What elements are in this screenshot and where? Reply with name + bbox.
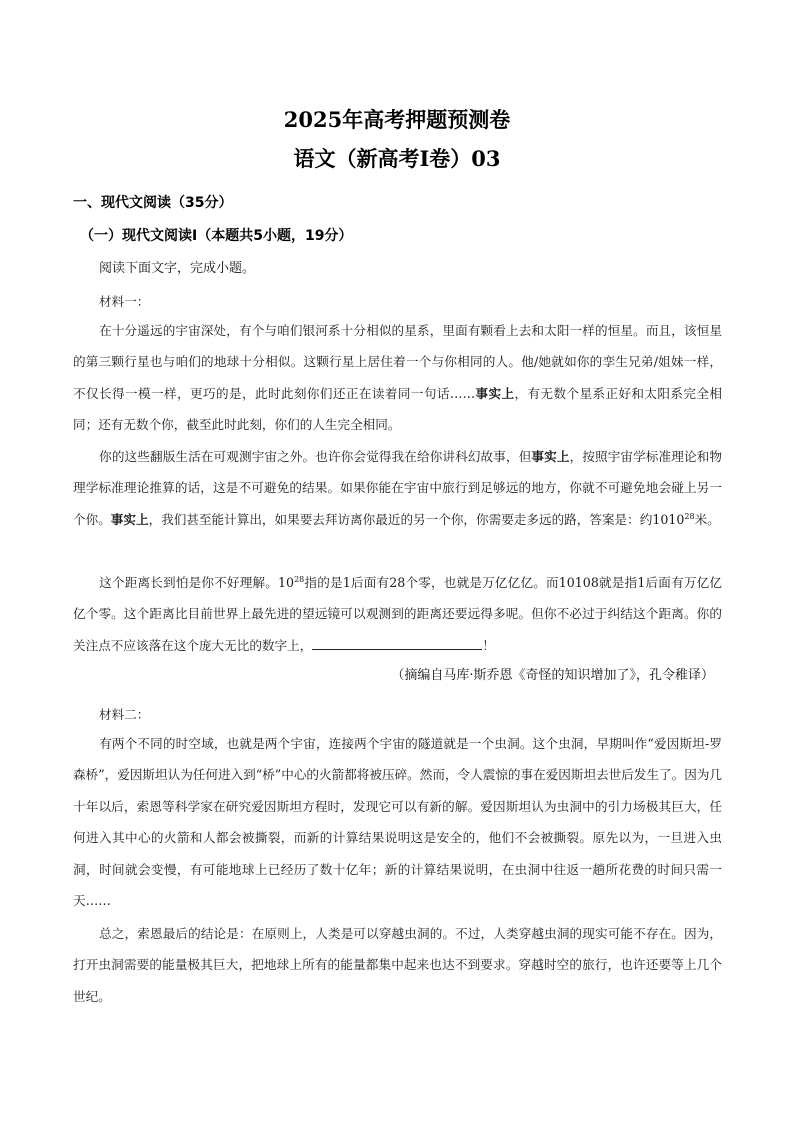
- exam-title: 2025年高考押题预测卷: [283, 107, 511, 132]
- material1-p1-emphasis: 事实上: [475, 385, 515, 401]
- material1-p2-text-c: ，我们甚至能计算出，如果要去拜访离你最近的另一个你，你需要走多远的路，答案是：约1010: [148, 511, 685, 527]
- material1-p3-text-b: 指的是1后面有28个零，也就是万亿亿亿。而10108就是指1后面有万亿亿亿个零。这个距离比目前世界上最先进的望远镜可以观测到的距离还要远得多呢。但你不必过于纠结这个距离。你的关注点不应该落在这个庞大无比的数字上，: [73, 575, 722, 653]
- material1-paragraph-2: [73, 441, 722, 535]
- subsection-heading: （一）现代文阅读Ⅰ（本题共5小题，19分）: [80, 228, 353, 244]
- answer-blank[interactable]: [312, 637, 482, 650]
- material2-p2-text: 总之，索恩最后的结论是：在原则上，人类是可以穿越虫洞的。不过，人类穿越虫洞的现实可能不存在。因为，打开虫洞需要的能量极其巨大，把地球上所有的能量都集中起来也达不到要求。穿越时空的旅行，也许还要等上几个世纪。: [73, 926, 722, 1004]
- material1-p2-text-d: 米。: [694, 511, 720, 527]
- material1-p3-text-c: ！: [482, 637, 495, 653]
- material1-p2-emphasis-1: 事实上: [531, 449, 570, 464]
- material1-p1-text-a: 在十分遥远的宇宙深处，有个与咱们银河系十分相似的星系，里面有颗看上去和太阳一样的恒星。而且，该恒星的第三颗行星也与咱们的地球十分相似。这颗行星上居住着一个与你相同的人。他/她就如你的孪生兄弟/姐妹一样，不仅长得一模一样，更巧的是，此时此刻你们还正在读着同一句话……: [73, 323, 722, 401]
- instruction-text: 阅读下面文字，完成小题。: [99, 261, 256, 276]
- material2-paragraph-2: [73, 918, 722, 1012]
- material1-paragraph-3: [73, 567, 722, 661]
- section-heading: 一、现代文阅读（35分）: [73, 195, 233, 211]
- material1-p2-text-b: ，按照宇宙学标准理论和物理学标准理论推算的话，这是不可避免的结果。如果你能在宇宙中旅行到足够远的地方，你就不可避免地会碰上另一个你。: [73, 449, 723, 527]
- material1-p2-emphasis-2: 事实上: [110, 511, 149, 527]
- material2-label: 材料二：: [99, 707, 150, 722]
- material1-source: （摘编自马库·斯乔恩《奇怪的知识增加了》，孔令稚译）: [391, 668, 714, 683]
- material2-paragraph-1: [73, 728, 722, 916]
- material1-p2-exponent: 28: [684, 511, 695, 521]
- material1-p2-text-a: 你的这些翻版生活在可观测宇宙之外。也许你会觉得我在给你讲科幻故事，但: [99, 449, 532, 464]
- material1-paragraph-1: [73, 315, 722, 441]
- material1-p3-exponent: 28: [294, 574, 305, 584]
- material2-p1-text: 有两个不同的时空域，也就是两个宇宙，连接两个宇宙的隧道就是一个虫洞。这个虫洞，早期叫作“爱因斯坦-罗森桥”，爱因斯坦认为任何进入到“桥”中心的火箭都将被压碎。然而，令人震惊的事在爱因斯坦去世后发生了。因为几十年以后，索恩等科学家在研究爱因斯坦方程时，发现它可以有新的解。爱因斯坦认为虫洞中的引力场极其巨大，任何进入其中心的火箭和人都会被撕裂，而新的计算结果说明这是安全的，他们不会被撕裂。原先以为，一旦进入虫洞，时间就会变慢，有可能地球上已经历了数十亿年；新的计算结果说明，在虫洞中往返一趟所花费的时间只需一天……: [73, 736, 723, 909]
- material1-label: 材料一：: [99, 294, 150, 309]
- material1-p1-text-b: ，有无数个星系正好和太阳系完全相同；还有无数个你，截至此时此刻，你们的人生完全相同。: [73, 385, 723, 433]
- material1-p3-text-a: 这个距离长到怕是你不好理解。10: [99, 575, 295, 590]
- exam-subtitle: 语文（新高考Ⅰ卷）03: [293, 146, 501, 171]
